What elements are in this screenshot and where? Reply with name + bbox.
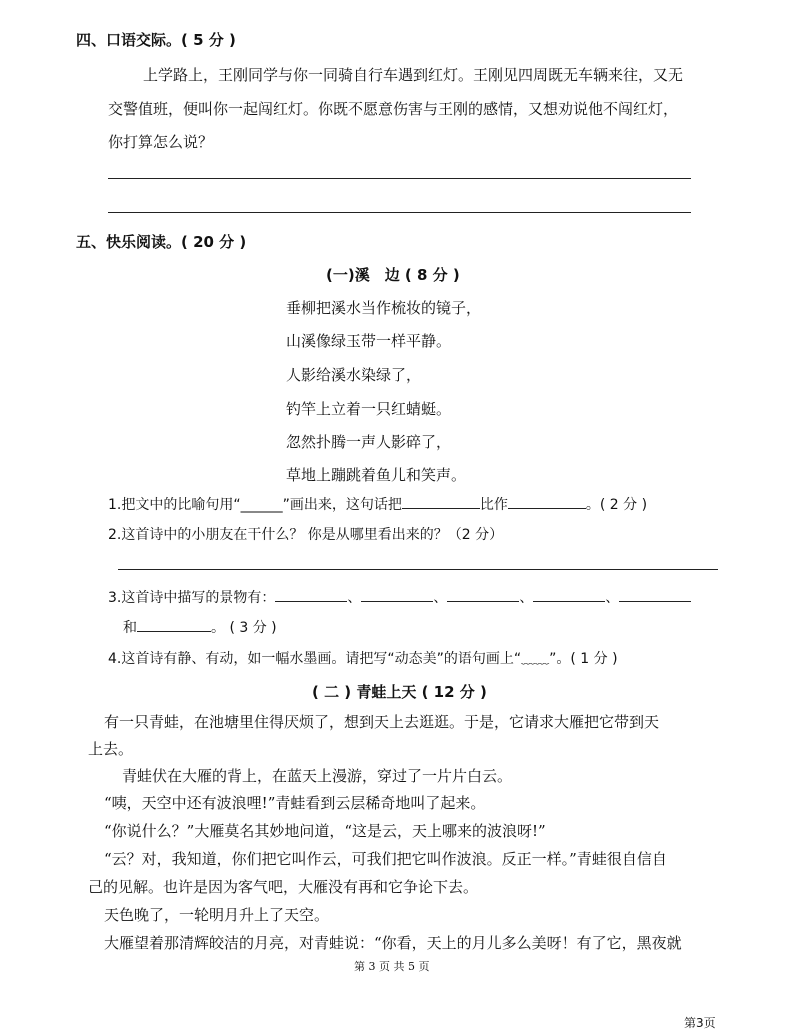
story-p2: 青蛙伏在大雁的背上，在蓝天上漫游，穿过了一片片白云。	[122, 767, 513, 785]
q3-blank-1[interactable]	[275, 587, 347, 602]
page-footer: 第 3 页 共 5 页	[354, 960, 430, 973]
q3-text-a: 3.这首诗中描写的景物有：	[108, 590, 276, 606]
answer-line-2[interactable]	[108, 212, 691, 213]
q3-sep: 、	[519, 590, 534, 606]
q4-text-a: 4.这首诗有静、有动，如一幅水墨画。请把写“动态美”的语句画上“	[108, 651, 522, 667]
q3-sep: 、	[347, 590, 362, 606]
q3-blank-6[interactable]	[137, 617, 211, 632]
q3-sep: 、	[605, 590, 620, 606]
poem-line: 山溪像绿玉带一样平静。	[286, 332, 452, 350]
poem-line: 草地上蹦跳着鱼儿和笑声。	[286, 466, 467, 484]
story-p5-line1: “云？对，我知道，你们把它叫作云，可我们把它叫作波浪。反正一样。”青蛙很自信自	[104, 850, 667, 868]
part1-title: (一)溪 边 ( 8 分 )	[326, 266, 460, 284]
q1-mark: ______	[240, 497, 283, 513]
question-1	[108, 494, 647, 514]
q3-blank-2[interactable]	[361, 587, 433, 602]
story-p7: 大雁望着那清辉皎洁的月亮，对青蛙说：“你看，天上的月儿多么美呀！有了它，黑夜就	[104, 934, 682, 952]
q1-blank-1[interactable]	[402, 494, 480, 509]
q1-text-d: 。( 2 分 )	[585, 497, 648, 513]
story-p3: “咦，天空中还有波浪哩!”青蛙看到云层稀奇地叫了起来。	[104, 794, 486, 812]
question-4	[108, 648, 618, 668]
q3-sep: 、	[433, 590, 448, 606]
q3-blank-3[interactable]	[447, 587, 519, 602]
question-2: 2.这首诗中的小朋友在干什么？ 你是从哪里看出来的？（2 分）	[108, 527, 504, 543]
q3-blank-4[interactable]	[533, 587, 605, 602]
section4-para-line3: 你打算怎么说？	[108, 133, 214, 151]
question-3-cont	[123, 617, 277, 637]
story-p4: “你说什么？”大雁莫名其妙地问道，“这是云，天上哪来的波浪呀!”	[104, 822, 546, 840]
poem-line: 钓竿上立着一只红蜻蜓。	[286, 400, 452, 418]
q1-text-b: ”画出来，这句话把	[282, 497, 402, 513]
q3-text-b: 和	[123, 620, 137, 636]
page-number-corner: 第3页	[684, 1016, 716, 1030]
story-p1-line2: 上去。	[88, 740, 134, 758]
q2-answer-line[interactable]	[118, 569, 718, 570]
q1-text-a: 1.把文中的比喻句用“	[108, 497, 241, 513]
poem-line: 垂柳把溪水当作梳妆的镜子，	[286, 299, 482, 317]
poem-line: 人影给溪水染绿了，	[286, 366, 422, 384]
section5-heading: 五、快乐阅读。( 20 分 )	[76, 233, 247, 251]
section4-para-line1: 上学路上，王刚同学与你一同骑自行车遇到红灯。王刚见四周既无车辆来往，又无	[143, 66, 684, 84]
q3-blank-5[interactable]	[619, 587, 691, 602]
q1-blank-2[interactable]	[508, 494, 586, 509]
q1-text-c: 比作	[479, 497, 508, 513]
q4-wave: ﹏﹏	[521, 651, 550, 667]
question-3	[108, 587, 691, 607]
story-p6: 天色晚了，一轮明月升上了天空。	[104, 906, 330, 924]
part2-title: ( 二 ) 青蛙上天 ( 12 分 )	[312, 683, 487, 701]
q4-text-b: ”。( 1 分 )	[549, 651, 618, 667]
section4-heading: 四、口语交际。( 5 分 )	[76, 31, 236, 49]
poem-line: 忽然扑腾一声人影碎了，	[286, 433, 452, 451]
story-p1-line1: 有一只青蛙，在池塘里住得厌烦了，想到天上去逛逛。于是，它请求大雁把它带到天	[104, 713, 660, 731]
q3-text-c: 。 ( 3 分 )	[211, 620, 277, 636]
answer-line-1[interactable]	[108, 178, 691, 179]
section4-para-line2: 交警值班，便叫你一起闯红灯。你既不愿意伤害与王刚的感情，又想劝说他不闯红灯，	[108, 100, 679, 118]
story-p5-line2: 己的见解。也许是因为客气吧，大雁没有再和它争论下去。	[88, 878, 479, 896]
